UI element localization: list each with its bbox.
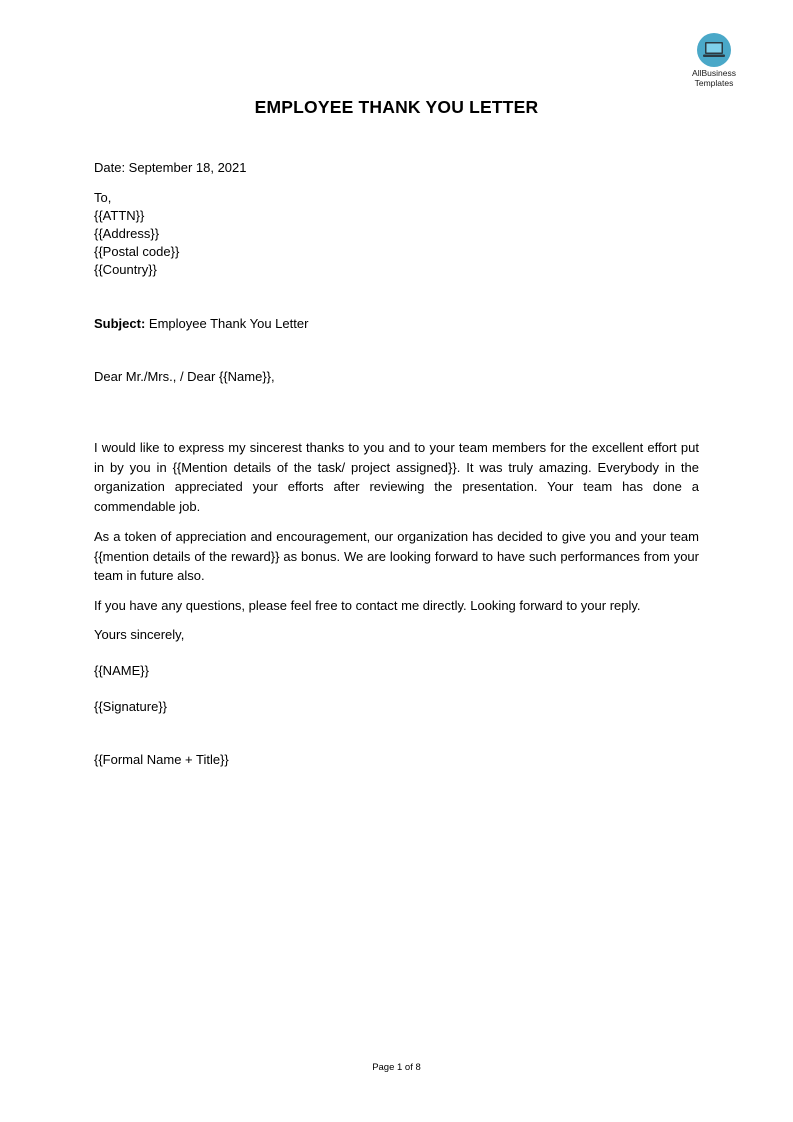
address-country: {{Country}}: [94, 262, 157, 277]
address-street: {{Address}}: [94, 226, 160, 241]
address-postal: {{Postal code}}: [94, 244, 180, 259]
address-to: To,: [94, 190, 112, 205]
logo-line-2: Templates: [694, 77, 734, 88]
page-number: Page 1 of 8: [372, 1062, 421, 1073]
logo-line-1: AllBusiness: [692, 68, 736, 78]
subject-text: Employee Thank You Letter: [148, 316, 309, 331]
document-title: EMPLOYEE THANK YOU LETTER: [254, 97, 539, 117]
body-paragraph-1: I would like to express my sincerest thanks to you and to your team members for the excellent effort put in by you in {{Mention details of the task/ project assigned}}. It was truly amazing. Everybody in the organization appreciated your efforts after reviewing the presentation. Your team has done a commendable job.: [94, 440, 699, 514]
signature: {{Signature}}: [94, 699, 168, 714]
subject-label: Subject:: [94, 316, 146, 331]
sign-off: Yours sincerely,: [94, 627, 185, 642]
salutation: Dear Mr./Mrs., / Dear {{Name}},: [94, 369, 275, 384]
brand-logo: [682, 32, 746, 88]
address-attn: {{ATTN}}: [94, 208, 145, 223]
body-paragraph-3: If you have any questions, please feel free to contact me directly. Looking forward to your reply.: [94, 598, 641, 613]
body-paragraph-2: As a token of appreciation and encouragement, our organization has decided to give you and your team {{mention details of the reward}} as bonus. We are looking forward to have such performances from your team in future also.: [94, 529, 699, 583]
logo-text: [682, 69, 746, 88]
laptop-icon: [696, 32, 732, 68]
subject-line: [94, 315, 308, 333]
letter-date: Date: September 18, 2021: [94, 160, 247, 175]
signer-name: {{NAME}}: [94, 663, 149, 678]
formal-name-title: {{Formal Name + Title}}: [94, 752, 229, 767]
